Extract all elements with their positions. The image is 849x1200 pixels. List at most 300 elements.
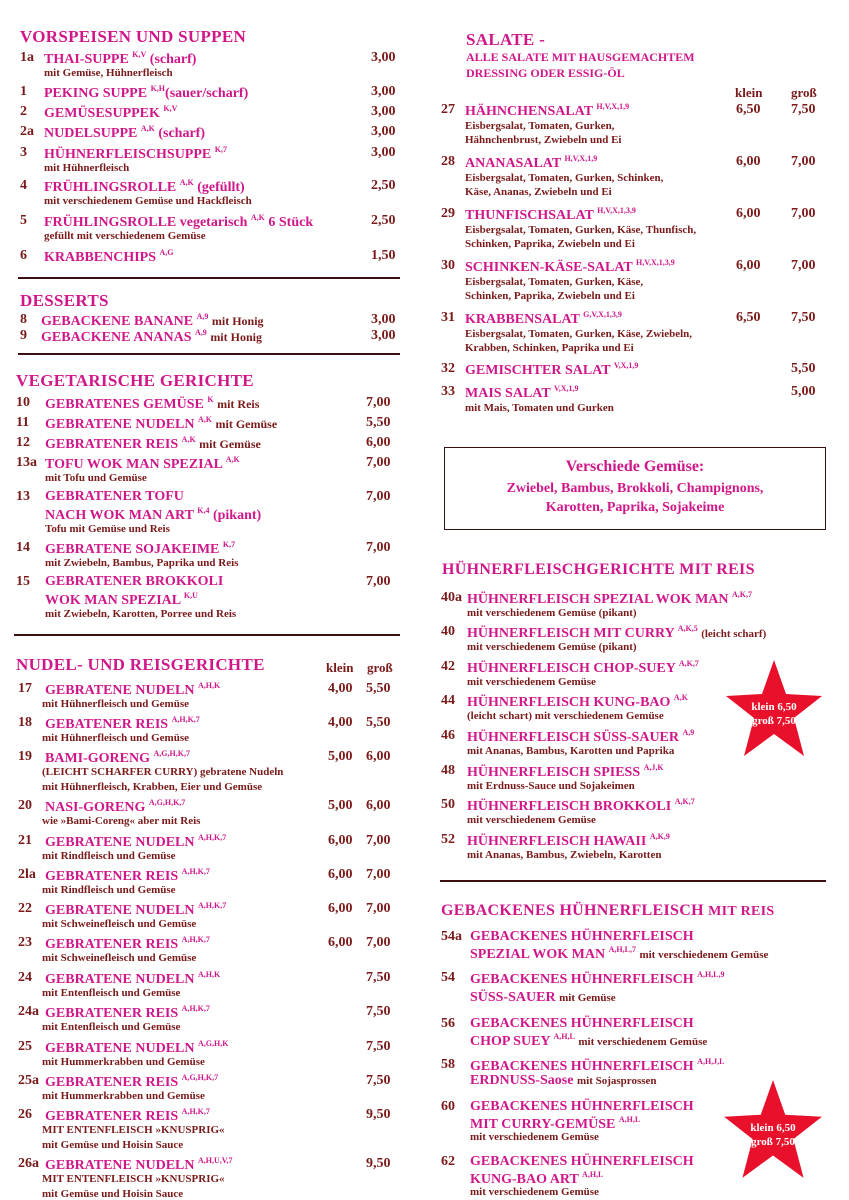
item-name: FRÜHLINGSROLLE $^{A,K}$ (gefüllt) [44, 178, 245, 195]
item-price: 2,50 [371, 178, 396, 193]
item-price: 5,50 [366, 415, 391, 430]
item-allergens: A,G,H,K,7 [153, 749, 190, 758]
item-name-text: HÜHNERFLEISCH SÜSS-SAUER [467, 730, 679, 745]
item-name [45, 970, 220, 988]
item-name-text: SCHINKEN-KÄSE-SALAT [465, 260, 633, 275]
item-name [45, 1004, 210, 1022]
item-desc: mit verschiedenem Gemüse [467, 814, 596, 826]
item-name-text: GEBRATENE NUDELN [45, 903, 195, 918]
item-name [45, 901, 226, 919]
item-number: 48 [441, 763, 455, 778]
item-desc: mit Tofu und Gemüse [45, 472, 147, 484]
item-allergens: A,G,H,K,7 [181, 1073, 219, 1082]
item-price-gross: 5,50 [791, 361, 816, 376]
item-allergens: H,V,X,1,3,9 [636, 258, 675, 267]
column-header-klein: klein [735, 85, 763, 100]
item-name-text: GEMISCHTER SALAT [465, 363, 611, 378]
item-name-text: HÜHNERFLEISCH HAWAII [467, 834, 647, 849]
item-price: 7,00 [366, 395, 391, 410]
item-price-gross: 9,50 [366, 1107, 391, 1122]
item-name [45, 798, 185, 816]
item-name-text: HÜHNERFLEISCH CHOP-SUEY [467, 661, 676, 676]
item-number: 42 [441, 659, 455, 674]
item-price: 6,00 [366, 435, 391, 450]
item-number: 19 [18, 749, 32, 764]
item-number: 1 [20, 84, 27, 99]
item-number: 25a [18, 1073, 39, 1088]
column-header-gross: groß [367, 660, 393, 675]
divider [14, 634, 400, 636]
column-header-klein: klein [326, 660, 354, 675]
item-name-text: HÜHNERFLEISCH MIT CURRY [467, 626, 675, 641]
item-desc: mit Rindfleisch und Gemüse [42, 850, 176, 862]
item-number: 3 [20, 145, 27, 160]
item-name [465, 384, 578, 402]
item-desc: mit Gemüse, Hühnerfleisch [44, 67, 173, 79]
item-name-text: SPEZIAL WOK MAN [470, 947, 606, 962]
item-number: 12 [16, 435, 30, 450]
item-allergens: A,H,K,7 [181, 1107, 210, 1116]
item-name-text: GEBACKENES HÜHNERFLEISCH [470, 1059, 694, 1074]
item-name [465, 361, 638, 379]
item-name: GEBRATENE NUDELN $^{A,K}$ mit Gemüse [45, 415, 278, 432]
item-number: 11 [16, 415, 30, 430]
item-name-text: GEBRATENER REIS [45, 1109, 179, 1124]
item-desc-1: Eisbergsalat, Tomaten, Gurken, Käse, Zwiebeln, [465, 328, 693, 340]
item-number: 2 [20, 104, 27, 119]
item-price-klein: 6,50 [736, 102, 761, 117]
item-allergens: A,H,L [553, 1032, 575, 1041]
item-name-text: HÄHNCHENSALAT [465, 104, 593, 119]
item-desc: mit Ananas, Bambus, Zwiebeln, Karotten [467, 849, 662, 861]
item-allergens: A,H,L,7 [608, 945, 636, 954]
item-name-text: KRABBENSALAT [465, 312, 580, 327]
item-desc-2: Hähnchenbrust, Zwiebeln und Ei [465, 134, 622, 146]
item-number: 50 [441, 797, 455, 812]
item-desc: mit verschiedenem Gemüse [467, 676, 596, 688]
item-name-text: GEBACKENES HÜHNERFLEISCH [470, 1016, 694, 1031]
item-price-klein: 5,00 [328, 749, 353, 764]
item-number: 31 [441, 310, 455, 325]
item-name [467, 728, 694, 746]
item-name-text: GEBACKENES HÜHNERFLEISCH [470, 1154, 694, 1169]
item-price-klein: 5,00 [328, 798, 353, 813]
item-price-klein: 6,00 [736, 154, 761, 169]
section-title-nudel: NUDEL- UND REISGERICHTE [16, 655, 265, 674]
item-number: 23 [18, 935, 32, 950]
star-price-gross: groß 7,50 [751, 1136, 795, 1148]
star-price-gross: groß 7,50 [752, 715, 796, 727]
item-desc: mit Ananas, Bambus, Karotten und Paprika [467, 745, 675, 757]
item-name-text: HÜHNERFLEISCH BROKKOLI [467, 799, 672, 814]
item-desc-top: MIT ENTENFLEISCH »KNUSPRIG« [42, 1124, 225, 1136]
item-allergens: V,X,1,9 [613, 361, 639, 370]
item-price: 7,00 [366, 489, 391, 504]
item-desc-1: Eisbergsalat, Tomaten, Gurken, [465, 120, 615, 132]
item-name-line2 [470, 990, 616, 1006]
item-number: 13 [16, 489, 30, 504]
item-allergens: A,G,H,K [198, 1039, 229, 1048]
item-name-text: KUNG-BAO ART [470, 1172, 579, 1187]
item-number: 33 [441, 384, 455, 399]
item-extra: mit verschiedenem Gemüse [639, 949, 769, 961]
item-name: GEBRATENER BROKKOLI [45, 574, 224, 589]
item-allergens: A,9 [682, 728, 695, 737]
item-price-gross: 7,50 [791, 310, 816, 325]
item-price: 7,00 [366, 574, 391, 589]
item-name [45, 1107, 210, 1125]
item-number: 46 [441, 728, 455, 743]
item-name [470, 970, 725, 988]
item-desc-1: Eisbergsalat, Tomaten, Gurken, Käse, [465, 276, 644, 288]
item-number: 2la [18, 867, 36, 882]
item-number: 18 [18, 715, 32, 730]
item-name [467, 763, 664, 781]
item-desc-2: Schinken, Paprika, Zwiebeln und Ei [465, 290, 635, 302]
item-name: GEBACKENE BANANE $^{A,9}$ mit Honig [41, 312, 264, 329]
item-name-text: HÜHNERFLEISCH SPEZIAL WOK MAN [467, 592, 729, 607]
item-number: 4 [20, 178, 27, 193]
gemuese-box-line1: Zwiebel, Bambus, Brokkoli, Champignons, [506, 481, 764, 496]
item-allergens: H,V,X,1,3,9 [597, 206, 636, 215]
item-number: 40a [441, 590, 462, 605]
item-allergens: G,V,X,1,3,9 [583, 310, 622, 319]
item-name [465, 310, 622, 328]
item-allergens: A,K,7 [732, 590, 753, 599]
item-name [45, 715, 200, 733]
item-price-gross: 7,00 [791, 154, 816, 169]
item-price-gross: 6,00 [366, 749, 391, 764]
item-name: GEMÜSESUPPEK $^{K,V}$ [44, 104, 178, 121]
item-name-text: THUNFISCHSALAT [465, 208, 594, 223]
item-name [45, 1039, 228, 1057]
item-price: 3,00 [371, 124, 396, 139]
item-price-klein: 6,00 [328, 833, 353, 848]
item-number: 44 [441, 693, 455, 708]
item-number: 10 [16, 395, 30, 410]
item-name-text: HÜHNERFLEISCH KUNG-BAO [467, 695, 671, 710]
item-number: 13a [16, 455, 37, 470]
item-price-gross: 7,00 [791, 258, 816, 273]
item-price-gross: 5,50 [366, 681, 391, 696]
item-allergens: A,K,7 [678, 659, 699, 668]
item-price-gross: 5,50 [366, 715, 391, 730]
item-name-text: GEBACKENES HÜHNERFLEISCH [470, 929, 694, 944]
section-title-salate: SALATE - [466, 30, 546, 49]
divider [440, 880, 826, 882]
item-desc: mit Erdnuss-Sauce und Sojakeimen [467, 780, 635, 792]
item-allergens: A,K [673, 693, 688, 702]
item-number: 26a [18, 1156, 39, 1171]
item-number: 28 [441, 154, 455, 169]
item-price: 3,00 [371, 312, 396, 327]
item-allergens: A,K,9 [649, 832, 670, 841]
item-desc-2: Krabben, Schinken, Paprika und Ei [465, 342, 634, 354]
item-price-klein: 4,00 [328, 681, 353, 696]
item-price-gross: 7,00 [366, 935, 391, 950]
item-price-gross: 7,50 [366, 1004, 391, 1019]
item-name: TOFU WOK MAN SPEZIAL $^{A,K}$ [45, 455, 240, 472]
item-price-klein: 6,00 [328, 935, 353, 950]
item-number: 8 [20, 312, 27, 327]
item-name-text: SÜSS-SAUER [470, 990, 556, 1005]
item-number: 17 [18, 681, 32, 696]
item-price-klein: 6,00 [328, 867, 353, 882]
item-name [45, 1156, 233, 1174]
item-desc: mit Schweinefleisch und Gemüse [42, 918, 197, 930]
item-number: 21 [18, 833, 32, 848]
item-desc: mit Entenfleisch und Gemüse [42, 987, 181, 999]
item-price-klein: 6,00 [736, 258, 761, 273]
item-price-gross: 7,50 [366, 1039, 391, 1054]
item-number: 1a [20, 50, 34, 65]
item-name [470, 1099, 694, 1115]
item-number: 54 [441, 970, 455, 985]
item-price-gross: 7,00 [366, 901, 391, 916]
section-title-huehner: HÜHNERFLEISCHGERICHTE MIT REIS [442, 561, 755, 578]
item-price: 3,00 [371, 145, 396, 160]
item-desc: mit Entenfleisch und Gemüse [42, 1021, 181, 1033]
item-allergens: A,H,U,V,7 [198, 1156, 233, 1165]
item-desc: Tofu mit Gemüse und Reis [45, 523, 170, 535]
item-name [45, 681, 220, 699]
item-desc: mit Hühnerfleisch [44, 162, 130, 174]
item-number: 9 [20, 328, 27, 343]
item-extra: mit Sojasprossen [576, 1075, 657, 1087]
item-name-line2 [470, 945, 768, 963]
section-title-desserts: DESSERTS [20, 291, 109, 310]
item-name [467, 693, 688, 711]
item-name [470, 1016, 694, 1032]
item-name-line2: WOK MAN SPEZIAL $^{K,U}$ [45, 591, 198, 608]
divider [18, 353, 400, 355]
item-number: 24 [18, 970, 32, 985]
item-name-text: MIT CURRY-GEMÜSE [470, 1117, 616, 1132]
gemuese-box-title: Verschiede Gemüse: [565, 458, 705, 475]
item-number: 20 [18, 798, 32, 813]
item-name [467, 624, 766, 642]
item-price-gross: 7,50 [791, 102, 816, 117]
item-price: 3,00 [371, 328, 396, 343]
item-name [465, 206, 636, 224]
item-number: 5 [20, 213, 27, 228]
item-name: GEBRATENER TOFU [45, 489, 184, 504]
item-name [465, 258, 675, 276]
item-price-klein: 6,00 [328, 901, 353, 916]
item-name-text: HÜHNERFLEISCH SPIESS [467, 765, 641, 780]
item-name-text: ANANASALAT [465, 156, 561, 171]
item-price-gross: 7,00 [366, 867, 391, 882]
item-number: 25 [18, 1039, 32, 1054]
item-allergens: A,H,K,7 [181, 867, 210, 876]
item-name-text: MAIS SALAT [465, 386, 551, 401]
item-allergens: A,H,K,7 [181, 1004, 210, 1013]
item-price-gross: 7,50 [366, 1073, 391, 1088]
item-name-text: GEBRATENER REIS [45, 1075, 179, 1090]
item-allergens: A,H,K,7 [198, 901, 227, 910]
item-name [467, 659, 699, 677]
item-desc: mit Gemüse und Hoisin Sauce [42, 1139, 184, 1151]
item-number: 40 [441, 624, 455, 639]
item-name-line2: NACH WOK MAN ART $^{K,4}$ (pikant) [45, 506, 262, 523]
item-name [465, 102, 629, 120]
item-desc: mit verschiedenem Gemüse (pikant) [467, 607, 637, 619]
item-number: 60 [441, 1099, 455, 1114]
item-number: 14 [16, 540, 30, 555]
item-desc: gefüllt mit verschiedenem Gemüse [44, 230, 206, 242]
item-name: HÜHNERFLEISCHSUPPE $^{K,7}$ [44, 145, 227, 162]
item-name-text: ERDNUSS-Saose [470, 1073, 574, 1088]
item-desc: mit Hühnerfleisch, Krabben, Eier und Gemüse [42, 781, 263, 793]
item-price: 3,00 [371, 50, 396, 65]
item-price-gross: 6,00 [366, 798, 391, 813]
item-price-gross: 5,00 [791, 384, 816, 399]
item-name: GEBRATENES GEMÜSE $^K$ mit Reis [45, 395, 260, 412]
item-name-text: GEBRATENER REIS [45, 1006, 179, 1021]
item-name-text: GEBACKENES HÜHNERFLEISCH [470, 1099, 694, 1114]
item-allergens: A,H,L [582, 1170, 604, 1179]
item-allergens: H,V,X,1,9 [564, 154, 598, 163]
column-header-gross: groß [791, 85, 817, 100]
item-desc: (leicht schart) mit verschiedenem Gemüse [467, 710, 664, 722]
item-name-text: GEBRATENE NUDELN [45, 683, 195, 698]
item-desc-2: Schinken, Paprika, Zwiebeln und Ei [465, 238, 635, 250]
item-desc: wie »Bami-Coreng« aber mit Reis [42, 815, 201, 827]
item-desc: mit Hühnerfleisch und Gemüse [42, 698, 189, 710]
item-name: THAI-SUPPE $^{K,V}$ (scharf) [44, 50, 197, 67]
item-name-text: GEBRATENE NUDELN [45, 1158, 195, 1173]
item-allergens: A,H,K [198, 970, 221, 979]
item-name [45, 833, 226, 851]
item-number: 27 [441, 102, 455, 117]
item-name: GEBRATENER REIS $^{A,K}$ mit Gemüse [45, 435, 261, 452]
item-name-text: NASI-GORENG [45, 800, 146, 815]
item-desc-1: Eisbergsalat, Tomaten, Gurken, Käse, Thunfisch, [465, 224, 697, 236]
item-name [467, 832, 670, 850]
item-number: 26 [18, 1107, 32, 1122]
salate-subtitle-2: DRESSING ODER ESSIG-ÖL [466, 66, 625, 80]
item-extra: mit Gemüse [559, 992, 616, 1004]
item-price-gross: 9,50 [366, 1156, 391, 1171]
gemuese-box [444, 447, 826, 530]
item-desc: mit Rindfleisch und Gemüse [42, 884, 176, 896]
item-allergens: A,H,K,7 [181, 935, 210, 944]
item-number: 24a [18, 1004, 39, 1019]
item-allergens: A,J,K [643, 763, 664, 772]
item-number: 56 [441, 1016, 455, 1031]
item-name-text: GEBATENER REIS [45, 717, 169, 732]
item-number: 22 [18, 901, 32, 916]
item-number: 15 [16, 574, 30, 589]
item-desc-top: (LEICHT SCHARFER CURRY) gebratene Nudeln [42, 766, 284, 778]
item-name [45, 1073, 218, 1091]
item-name [45, 935, 210, 953]
item-desc: mit Schweinefleisch und Gemüse [42, 952, 197, 964]
item-allergens: A,H,K,7 [171, 715, 200, 724]
item-desc: mit Zwiebeln, Karotten, Porree und Reis [45, 608, 237, 620]
item-price-klein: 4,00 [328, 715, 353, 730]
item-number: 30 [441, 258, 455, 273]
item-allergens: A,H,J,L [697, 1057, 725, 1066]
item-desc: mit Gemüse und Hoisin Sauce [42, 1188, 184, 1200]
salate-subtitle-1: ALLE SALATE MIT HAUSGEMACHTEM [466, 50, 695, 64]
item-name-text: GEBRATENE NUDELN [45, 1041, 195, 1056]
item-price-klein: 6,00 [736, 206, 761, 221]
item-desc: mit Zwiebeln, Bambus, Paprika und Reis [45, 557, 239, 569]
section-title-vorspeisen: VORSPEISEN UND SUPPEN [20, 27, 247, 46]
item-price-klein: 6,50 [736, 310, 761, 325]
item-number: 54a [441, 929, 462, 944]
item-allergens: H,V,X,1,9 [596, 102, 630, 111]
item-price: 7,00 [366, 455, 391, 470]
item-price: 3,00 [371, 104, 396, 119]
item-desc: mit verschiedenem Gemüse [470, 1131, 599, 1143]
item-desc: mit Hühnerfleisch und Gemüse [42, 732, 189, 744]
item-name: GEBRATENE SOJAKEIME $^{K,7}$ [45, 540, 236, 557]
item-desc-2: Käse, Ananas, Zwiebeln und Ei [465, 186, 612, 198]
item-name-text: GEBRATENER REIS [45, 937, 179, 952]
item-name [45, 749, 190, 767]
item-name-text: GEBRATENER REIS [45, 869, 179, 884]
section-title-vegetarisch: VEGETARISCHE GERICHTE [16, 371, 254, 390]
item-price: 2,50 [371, 213, 396, 228]
item-name-line2 [470, 1073, 657, 1089]
item-price-gross: 7,50 [366, 970, 391, 985]
item-name-line2 [470, 1032, 707, 1050]
price-star-badge [720, 1078, 826, 1184]
item-allergens: A,G,H,K,7 [148, 798, 186, 807]
item-name: FRÜHLINGSROLLE vegetarisch $^{A,K}$ 6 Stück [44, 213, 314, 230]
item-name-text: GEBACKENES HÜHNERFLEISCH [470, 972, 694, 987]
item-allergens: V,X,1,9 [553, 384, 579, 393]
divider [18, 277, 400, 279]
item-number: 32 [441, 361, 455, 376]
item-name [470, 1154, 694, 1170]
item-number: 52 [441, 832, 455, 847]
price-star-badge [722, 658, 826, 762]
item-desc: mit verschiedenem Gemüse [470, 1186, 599, 1198]
item-number: 62 [441, 1154, 455, 1169]
item-number: 58 [441, 1057, 455, 1072]
item-allergens: A,H,K [198, 681, 221, 690]
star-price-klein: klein 6,50 [751, 701, 797, 713]
item-allergens: A,H,L [618, 1115, 641, 1124]
item-name [45, 867, 210, 885]
item-price-gross: 7,00 [791, 206, 816, 221]
item-name-text: GEBRATENE NUDELN [45, 972, 195, 987]
item-price: 7,00 [366, 540, 391, 555]
item-number: 29 [441, 206, 455, 221]
item-desc: mit Hummerkrabben und Gemüse [42, 1056, 205, 1068]
item-price: 1,50 [371, 248, 396, 263]
item-name [465, 154, 597, 172]
item-desc: mit Hummerkrabben und Gemüse [42, 1090, 205, 1102]
item-allergens: A,K,7 [674, 797, 695, 806]
item-desc-1: mit Mais, Tomaten und Gurken [465, 402, 614, 414]
item-price-gross: 7,00 [366, 833, 391, 848]
item-name: PEKING SUPPE $^{K,H}$(sauer/scharf) [44, 84, 249, 101]
item-name [467, 797, 695, 815]
item-name [467, 590, 752, 608]
item-desc: mit verschiedenem Gemüse (pikant) [467, 641, 637, 653]
item-extra: (leicht scharf) [701, 628, 767, 640]
item-price: 3,00 [371, 84, 396, 99]
item-number: 2a [20, 124, 34, 139]
item-allergens: A,K,5 [677, 624, 698, 633]
item-name: GEBACKENE ANANAS $^{A,9}$ mit Honig [41, 328, 262, 345]
item-name [470, 929, 694, 945]
item-name: NUDELSUPPE $^{A,K}$ (scharf) [44, 124, 206, 141]
